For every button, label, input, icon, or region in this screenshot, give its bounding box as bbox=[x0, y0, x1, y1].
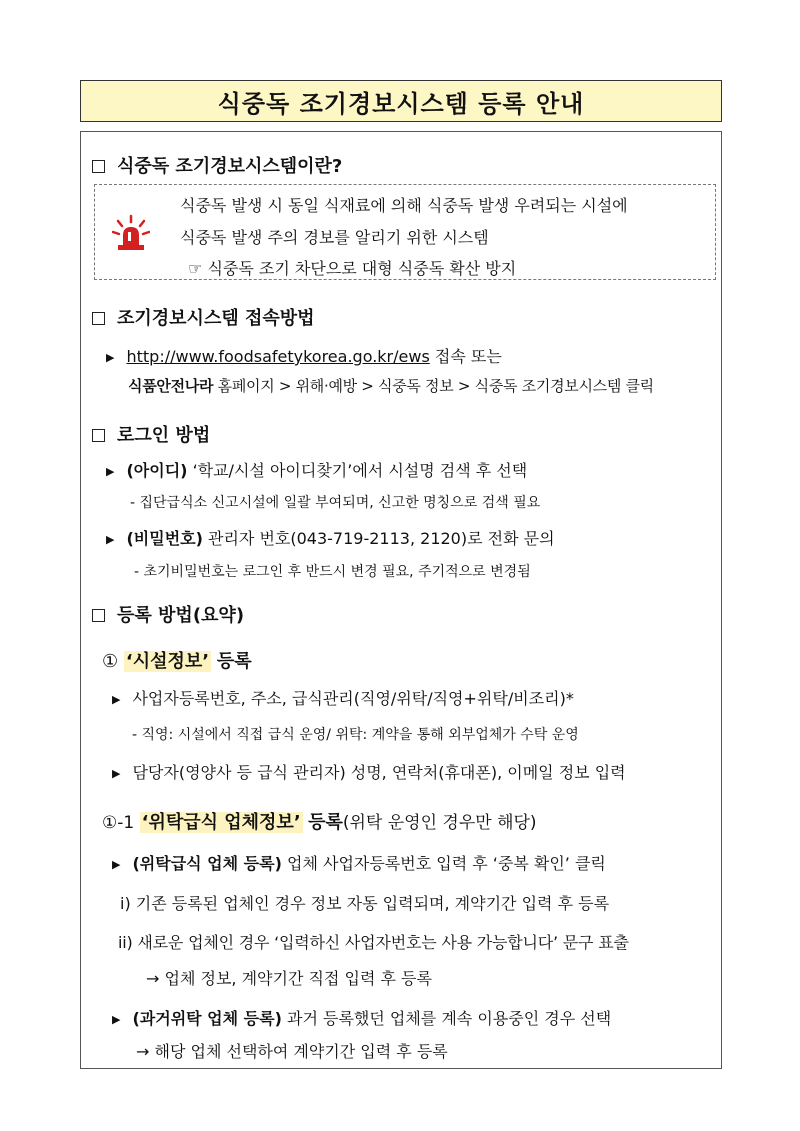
case-2: ii) 새로운 업체인 경우 ‘입력하신 사업자번호는 사용 가능합니다’ 문구 표출 bbox=[118, 933, 629, 952]
past-vendor-line bbox=[112, 1006, 611, 1029]
step1-title: ‘시설정보’ bbox=[125, 651, 210, 672]
section-heading-intro bbox=[92, 152, 342, 178]
step1-number: ① bbox=[102, 651, 119, 672]
access-line-2 bbox=[128, 375, 654, 396]
section-heading-text: 등록 방법(요약) bbox=[117, 605, 245, 626]
case-1: i) 기존 등록된 업체인 경우 정보 자동 입력되며, 계약기간 입력 후 등록 bbox=[120, 894, 610, 913]
site-path: 홈페이지 > 위해·예방 > 식중독 정보 > 식중독 조기경보시스템 클릭 bbox=[217, 377, 654, 395]
checkbox-square-icon bbox=[92, 429, 105, 442]
past-vendor-next: → 해당 업체 선택하여 계약기간 입력 후 등록 bbox=[136, 1042, 448, 1061]
step1-item-2-text: 담당자(영양사 등 급식 관리자) 성명, 연락처(휴대폰), 이메일 정보 입력 bbox=[132, 763, 626, 782]
siren-icon bbox=[112, 214, 150, 254]
step1-note: - 직영: 시설에서 직접 급식 운영/ 위탁: 계약을 통해 외부업체가 수탁 운영 bbox=[132, 727, 579, 743]
triangle-bullet-icon: ▶ bbox=[112, 1013, 121, 1026]
login-id-note: - 집단급식소 신고시설에 일괄 부여되며, 신고한 명칭으로 검색 필요 bbox=[130, 495, 541, 511]
step1-item-1-text: 사업자등록번호, 주소, 급식관리(직영/위탁/직영+위탁/비조리)* bbox=[132, 689, 574, 708]
intro-line-2: 식중독 발생 주의 경보를 알리기 위한 시스템 bbox=[180, 228, 489, 247]
triangle-bullet-icon: ▶ bbox=[112, 767, 121, 780]
triangle-bullet-icon: ▶ bbox=[106, 351, 115, 364]
triangle-bullet-icon: ▶ bbox=[112, 858, 121, 871]
past-vendor-label: (과거위탁 업체 등록) bbox=[132, 1009, 282, 1028]
triangle-bullet-icon: ▶ bbox=[106, 533, 115, 546]
ews-url-link[interactable]: http://www.foodsafetykorea.go.kr/ews bbox=[126, 347, 430, 366]
section-heading-access bbox=[92, 304, 315, 330]
site-name: 식품안전나라 bbox=[128, 377, 214, 395]
new-vendor-line bbox=[112, 851, 606, 874]
section-heading-login bbox=[92, 421, 210, 447]
step2-heading bbox=[102, 808, 537, 834]
new-vendor-text: 업체 사업자등록번호 입력 후 ‘중복 확인’ 클릭 bbox=[286, 854, 606, 873]
new-vendor-label: (위탁급식 업체 등록) bbox=[132, 854, 282, 873]
pw-text: 관리자 번호(043-719-2113, 2120)로 전화 문의 bbox=[208, 529, 555, 548]
step1-suffix: 등록 bbox=[216, 651, 252, 672]
id-text: ‘학교/시설 아이디찾기’에서 시설명 검색 후 선택 bbox=[192, 461, 528, 480]
step2-title: ‘위탁급식 업체정보’ bbox=[141, 812, 301, 833]
id-label: (아이디) bbox=[126, 461, 188, 480]
page-title: 식중독 조기경보시스템 등록 안내 bbox=[80, 80, 722, 122]
intro-line-3-text: 식중독 조기 차단으로 대형 식중독 확산 방지 bbox=[207, 259, 517, 278]
intro-line-1: 식중독 발생 시 동일 식재료에 의해 식중독 발생 우려되는 시설에 bbox=[180, 196, 628, 215]
step2-suffix: (위탁 운영인 경우만 해당) bbox=[342, 813, 537, 833]
checkbox-square-icon bbox=[92, 160, 105, 173]
access-line-1 bbox=[106, 344, 502, 367]
triangle-bullet-icon: ▶ bbox=[106, 465, 115, 478]
triangle-bullet-icon: ▶ bbox=[112, 693, 121, 706]
intro-line-3 bbox=[188, 256, 516, 279]
step1-item-2 bbox=[112, 760, 626, 783]
section-heading-register bbox=[92, 601, 244, 627]
login-id-line bbox=[106, 458, 527, 481]
pw-label: (비밀번호) bbox=[126, 529, 203, 548]
step1-item-1 bbox=[112, 686, 574, 709]
checkbox-square-icon bbox=[92, 312, 105, 325]
step2-number: ①-1 bbox=[102, 813, 135, 833]
login-pw-line bbox=[106, 526, 555, 549]
checkbox-square-icon bbox=[92, 609, 105, 622]
login-pw-note: - 초기비밀번호는 로그인 후 반드시 변경 필요, 주기적으로 변경됨 bbox=[134, 564, 531, 580]
url-suffix: 접속 또는 bbox=[434, 347, 502, 366]
step1-heading bbox=[102, 647, 252, 673]
case-2-next: → 업체 정보, 계약기간 직접 입력 후 등록 bbox=[146, 969, 432, 988]
pointing-hand-icon: ☞ bbox=[188, 259, 203, 278]
past-vendor-text: 과거 등록했던 업체를 계속 이용중인 경우 선택 bbox=[286, 1009, 612, 1028]
step2-suffix-bold: 등록 bbox=[308, 812, 343, 833]
section-heading-text: 로그인 방법 bbox=[117, 425, 211, 446]
section-heading-text: 조기경보시스템 접속방법 bbox=[117, 308, 315, 329]
section-heading-text: 식중독 조기경보시스템이란? bbox=[117, 156, 343, 177]
